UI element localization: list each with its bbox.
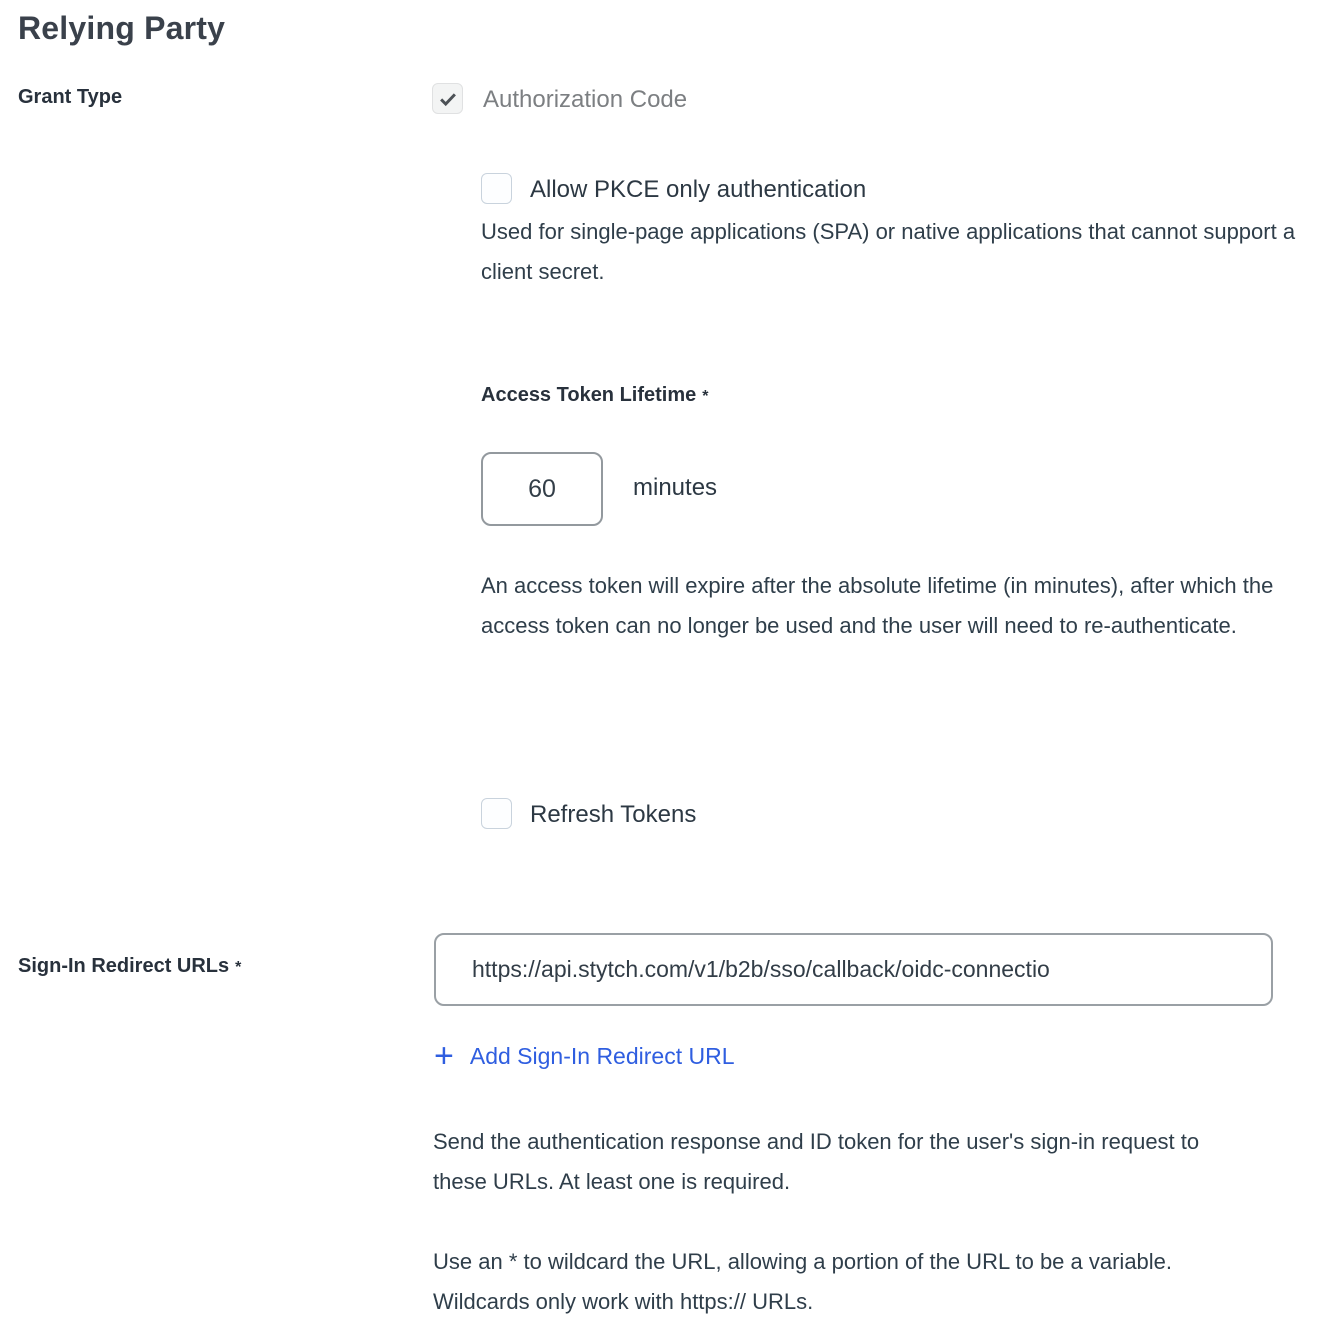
required-asterisk: * xyxy=(702,388,709,405)
access-token-lifetime-description: An access token will expire after the absolute lifetime (in minutes), after which the access token can no longer be used and the user will need to re-authenticate. xyxy=(481,573,1274,638)
sign-in-redirect-description-1: Send the authentication response and ID token for the user's sign-in request to these URLs. At least one is required. xyxy=(433,1129,1200,1194)
authorization-code-label: Authorization Code xyxy=(483,86,688,113)
authorization-code-checkbox[interactable] xyxy=(432,83,463,114)
add-sign-in-redirect-url-label: Add Sign-In Redirect URL xyxy=(469,1042,735,1069)
access-token-lifetime-label-row xyxy=(481,384,709,407)
refresh-tokens-label[interactable]: Refresh Tokens xyxy=(530,801,697,828)
pkce-label[interactable]: Allow PKCE only authentication xyxy=(530,176,867,203)
lifetime-unit-label: minutes xyxy=(633,474,718,501)
required-asterisk: * xyxy=(235,959,242,976)
access-token-lifetime-label: Access Token Lifetime xyxy=(481,384,697,406)
pkce-checkbox[interactable] xyxy=(481,173,512,204)
sign-in-redirect-description-2: Use an * to wildcard the URL, allowing a portion of the URL to be a variable. Wildcards only work with https:// URLs. xyxy=(433,1249,1173,1314)
access-token-lifetime-input[interactable] xyxy=(481,452,603,526)
pkce-description: Used for single-page applications (SPA) or native applications that cannot support a client secret. xyxy=(481,219,1296,284)
grant-type-label: Grant Type xyxy=(18,86,123,108)
plus-icon: + xyxy=(434,1037,454,1075)
checkmark-icon xyxy=(437,88,459,110)
sign-in-redirect-url-input[interactable] xyxy=(434,933,1273,1006)
page-title: Relying Party xyxy=(18,10,226,46)
sign-in-redirect-label: Sign-In Redirect URLs xyxy=(18,955,230,977)
add-sign-in-redirect-url-button[interactable] xyxy=(434,1037,735,1075)
refresh-tokens-checkbox[interactable] xyxy=(481,798,512,829)
sign-in-redirect-label-row xyxy=(18,955,241,978)
